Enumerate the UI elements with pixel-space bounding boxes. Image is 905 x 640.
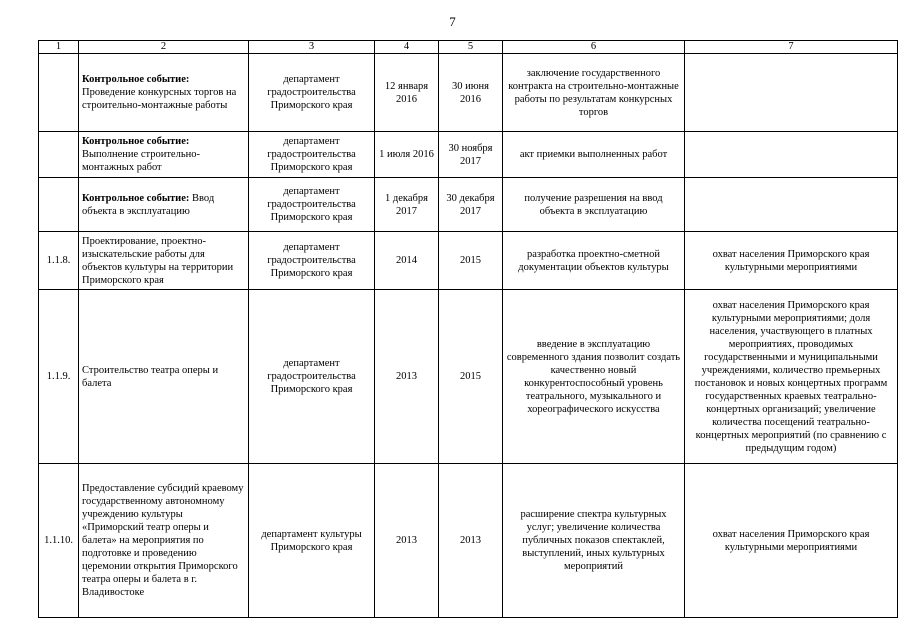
executor-cell: департамент градостроительства Приморского края: [249, 132, 375, 178]
executor-cell: департамент градостроительства Приморского края: [249, 232, 375, 290]
event-name-cell: Предоставление субсидий краевому государственному автономному учреждению культуры «Приморский театр оперы и балета» на мероприятия по подготовке и проведению церемонии открытия Приморского театра оперы и балета в г. Владивостоке: [79, 464, 249, 618]
event-name-cell: [79, 132, 249, 178]
indicator-cell: охват населения Приморского края культурными мероприятиями; доля населения, участвующего в платных мероприятиях, проводимых государственными и муниципальными учреждениями, количество премьерных постановок и новых концертных программ государственных краевых театрально-концертных организаций; увеличение количества посещений театрально-концертных мероприятий (по сравнению с предыдущим годом): [685, 290, 898, 464]
header-cell: 7: [685, 41, 898, 54]
row-number: [39, 132, 79, 178]
header-cell: 6: [503, 41, 685, 54]
row-number: [39, 54, 79, 132]
table-row: [39, 232, 898, 290]
start-date-cell: 2013: [375, 290, 439, 464]
indicator-cell: охват населения Приморского края культурными мероприятиями: [685, 464, 898, 618]
executor-cell: департамент градостроительства Приморского края: [249, 178, 375, 232]
event-name: Проведение конкурсных торгов на строительно-монтажные работы: [82, 87, 237, 111]
event-name-cell: [79, 178, 249, 232]
event-label: Контрольное событие:: [82, 74, 190, 85]
start-date-cell: 2013: [375, 464, 439, 618]
event-name-cell: Строительство театра оперы и балета: [79, 290, 249, 464]
header-cell: 1: [39, 41, 79, 54]
end-date-cell: 2013: [439, 464, 503, 618]
table-row: [39, 178, 898, 232]
table-row: [39, 54, 898, 132]
result-cell: заключение государственного контракта на строительно-монтажные работы по результатам конкурсных торгов: [503, 54, 685, 132]
indicator-cell: [685, 178, 898, 232]
start-date-cell: 1 декабря 2017: [375, 178, 439, 232]
result-cell: акт приемки выполненных работ: [503, 132, 685, 178]
event-name: Выполнение строительно-монтажных работ: [82, 149, 200, 173]
result-cell: получение разрешения на ввод объекта в эксплуатацию: [503, 178, 685, 232]
indicator-cell: [685, 132, 898, 178]
start-date-cell: 2014: [375, 232, 439, 290]
start-date-cell: 1 июля 2016: [375, 132, 439, 178]
event-label: Контрольное событие:: [82, 136, 190, 147]
end-date-cell: 2015: [439, 232, 503, 290]
header-cell: 2: [79, 41, 249, 54]
event-name-cell: Проектирование, проектно-изыскательские работы для объектов культуры на территории Приморского края: [79, 232, 249, 290]
start-date-cell: 12 января 2016: [375, 54, 439, 132]
row-number: 1.1.9.: [39, 290, 79, 464]
executor-cell: департамент градостроительства Приморского края: [249, 290, 375, 464]
table-row: [39, 290, 898, 464]
executor-cell: департамент культуры Приморского края: [249, 464, 375, 618]
row-number: 1.1.10.: [39, 464, 79, 618]
header-cell: 5: [439, 41, 503, 54]
indicator-cell: [685, 54, 898, 132]
result-cell: разработка проектно-сметной документации объектов культуры: [503, 232, 685, 290]
event-name: Ввод объекта в эксплуатацию: [82, 192, 215, 217]
event-label: Контрольное событие:: [82, 192, 190, 204]
header-cell: 4: [375, 41, 439, 54]
end-date-cell: 2015: [439, 290, 503, 464]
event-name-cell: [79, 54, 249, 132]
result-cell: введение в эксплуатацию современного здания позволит создать качественно новый конкурентоспособный уровень театрального, музыкального и хореографического искусства: [503, 290, 685, 464]
program-events-table: [38, 40, 898, 618]
indicator-cell: охват населения Приморского края культурными мероприятиями: [685, 232, 898, 290]
page-number: 7: [449, 14, 456, 29]
end-date-cell: 30 ноября 2017: [439, 132, 503, 178]
result-cell: расширение спектра культурных услуг; увеличение количества публичных показов спектаклей, выступлений, иных культурных мероприятий: [503, 464, 685, 618]
header-cell: 3: [249, 41, 375, 54]
row-number: [39, 178, 79, 232]
end-date-cell: 30 июня 2016: [439, 54, 503, 132]
end-date-cell: 30 декабря 2017: [439, 178, 503, 232]
table-row: [39, 132, 898, 178]
executor-cell: департамент градостроительства Приморского края: [249, 54, 375, 132]
row-number: 1.1.8.: [39, 232, 79, 290]
table-row: [39, 464, 898, 618]
table-header-row: [39, 41, 898, 54]
